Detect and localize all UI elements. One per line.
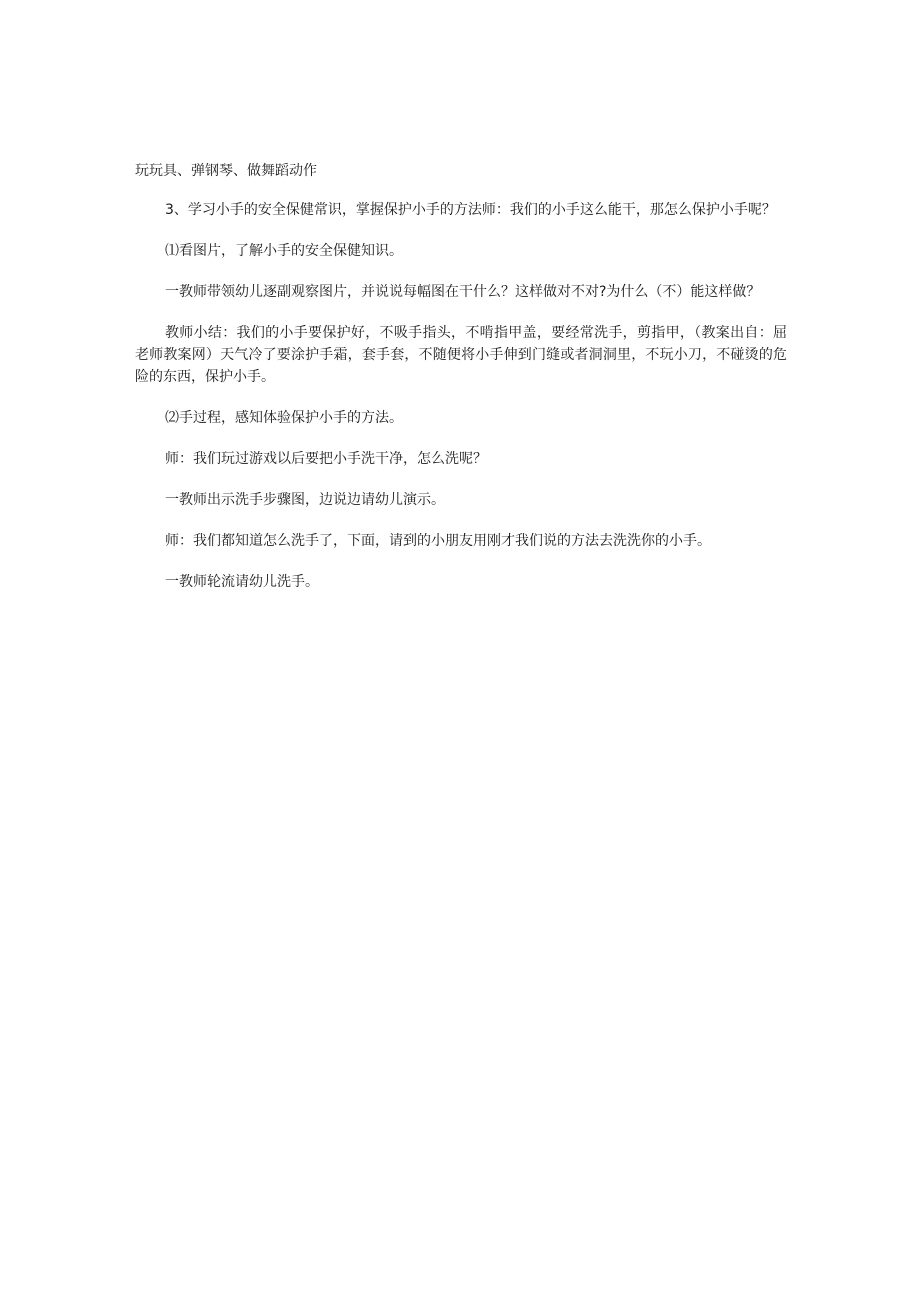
paragraph-teacher-summary: 教师小结：我们的小手要保护好，不吸手指头，不啃指甲盖，要经常洗手，剪指甲，（教案出自：屈老师教案网）天气冷了要涂护手霜，套手套，不随便将小手伸到门缝或者洞洞里，不玩小刀，不碰烫的危险的东西，保护小手。 <box>135 325 787 385</box>
paragraph-step-1: ⑴看图片，了解小手的安全保健知识。 <box>165 243 403 259</box>
document-page <box>135 160 787 612</box>
paragraph-section-3-heading: 3、学习小手的安全保健常识，掌握保护小手的方法师：我们的小手这么能干，那怎么保护小手呢？ <box>165 202 776 218</box>
paragraph-wash-hands-question: 师：我们玩过游戏以后要把小手洗干净，怎么洗呢？ <box>165 451 487 467</box>
paragraph-activities: 玩玩具、弹钢琴、做舞蹈动作 <box>135 163 317 179</box>
paragraph-take-turns: 一教师轮流请幼儿洗手。 <box>165 574 319 590</box>
paragraph-invite-children: 师：我们都知道怎么洗手了，下面，请到的小朋友用刚才我们说的方法去洗洗你的小手。 <box>165 533 711 549</box>
paragraph-handwashing-steps: 一教师出示洗手步骤图，边说边请幼儿演示。 <box>165 492 445 508</box>
paragraph-observe-pictures: 一教师带领幼儿逐副观察图片，并说说每幅图在干什么？这样做对不对?为什么（不）能这样做？ <box>165 284 761 300</box>
paragraph-step-2: ⑵手过程，感知体验保护小手的方法。 <box>165 410 403 426</box>
